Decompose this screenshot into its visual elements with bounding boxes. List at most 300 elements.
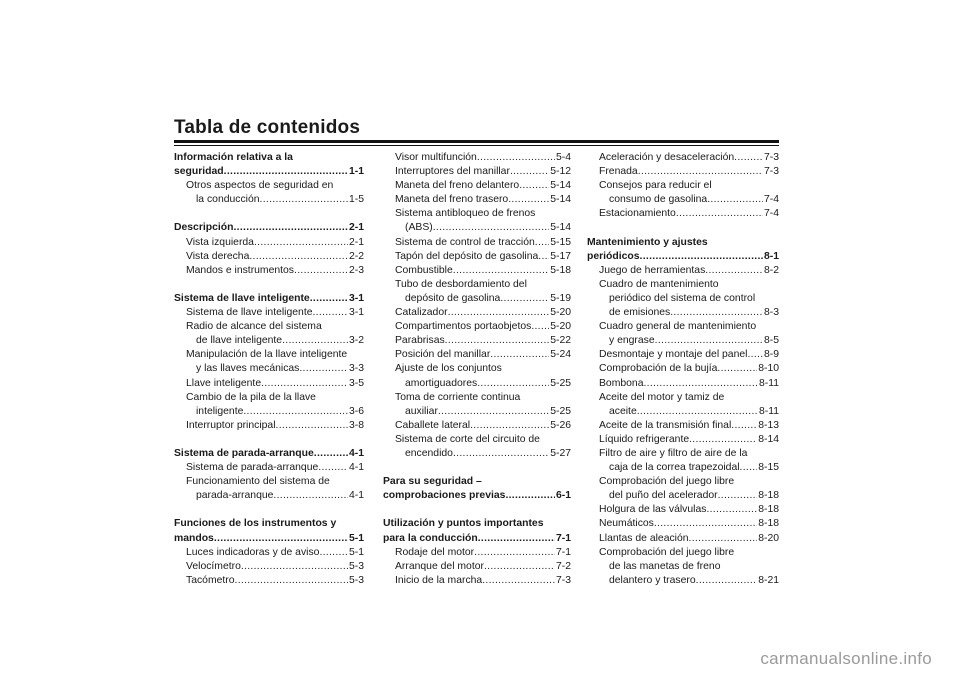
toc-entry-label: Sistema de parada-arranque	[186, 462, 319, 474]
toc-dot-leader	[531, 320, 549, 334]
toc-entry-label: parada-arranque	[196, 490, 274, 502]
toc-entry[interactable]	[587, 489, 779, 503]
toc-page-number: 8-18	[758, 490, 779, 502]
toc-entry-label: Vista derecha	[186, 250, 250, 262]
toc-dot-leader	[689, 433, 757, 447]
toc-entry-label: delantero y trasero	[609, 574, 696, 586]
toc-entry-label: Juego de herramientas	[599, 264, 706, 276]
toc-entry-label: Estacionamiento	[599, 208, 676, 220]
toc-entry[interactable]	[587, 574, 779, 588]
toc-entry[interactable]	[383, 320, 571, 334]
toc-entry	[587, 292, 779, 306]
toc-dot-leader	[310, 292, 348, 306]
toc-entry-label: Comprobación del juego libre	[599, 476, 735, 488]
toc-entry[interactable]	[587, 517, 779, 531]
toc-entry-label: Bombona	[599, 377, 644, 389]
toc-entry[interactable]	[174, 362, 364, 376]
toc-entry[interactable]	[587, 334, 779, 348]
toc-entry	[383, 278, 571, 292]
toc-entry-label: Cuadro de mantenimiento	[599, 278, 719, 290]
toc-entry[interactable]	[587, 264, 779, 278]
toc-entry[interactable]	[383, 405, 571, 419]
toc-entry-label: Toma de corriente continua	[395, 391, 521, 403]
toc-page-number: 4-1	[348, 462, 364, 474]
toc-page-number: 1-1	[348, 166, 364, 178]
toc-entry[interactable]	[383, 546, 571, 560]
toc-entry[interactable]	[383, 377, 571, 391]
toc-entry	[174, 348, 364, 362]
toc-entry-label: comprobaciones previas	[383, 490, 506, 502]
toc-entry-label: Luces indicadoras y de aviso	[186, 546, 320, 558]
toc-entry-label: Sistema de llave inteligente	[174, 292, 310, 304]
toc-entry	[174, 320, 364, 334]
toc-entry[interactable]	[587, 419, 779, 433]
toc-entry[interactable]	[587, 348, 779, 362]
toc-entry[interactable]	[587, 306, 779, 320]
toc-entry[interactable]	[587, 151, 779, 165]
toc-dot-leader	[453, 264, 549, 278]
toc-entry-label: Funcionamiento del sistema de	[186, 476, 330, 488]
toc-page-number: 8-21	[758, 574, 779, 586]
toc-entry-label: Holgura de las válvulas	[599, 504, 707, 516]
toc-entry-label: Frenada	[599, 166, 638, 178]
toc-dot-leader	[655, 334, 763, 348]
toc-dot-leader	[718, 489, 758, 503]
toc-dot-leader	[241, 560, 348, 574]
toc-entry	[587, 560, 779, 574]
toc-dot-leader	[276, 419, 348, 433]
toc-entry-label: y engrase	[609, 335, 655, 347]
toc-entry-label: Ajuste de los conjuntos	[395, 363, 502, 375]
toc-page-number: 5-20	[550, 307, 571, 319]
toc-page-number: 2-3	[348, 264, 364, 276]
toc-page-number: 8-1	[763, 250, 779, 262]
toc-page-number: 6-1	[555, 490, 571, 502]
toc-dot-leader	[734, 151, 763, 165]
toc-page-number: 3-3	[348, 363, 364, 375]
toc-entry[interactable]	[587, 503, 779, 517]
toc-entry	[587, 546, 779, 560]
toc-entry-label: Tapón del depósito de gasolina	[395, 250, 539, 262]
toc-page-number: 8-13	[758, 419, 779, 431]
toc-entry	[174, 475, 364, 489]
toc-entry[interactable]	[174, 377, 364, 391]
toc-entry[interactable]	[383, 292, 571, 306]
toc-dot-leader	[294, 264, 348, 278]
toc-entry-label: Visor multifunción	[395, 152, 477, 163]
toc-entry[interactable]	[174, 334, 364, 348]
toc-entry[interactable]	[587, 165, 779, 179]
toc-entry	[383, 362, 571, 376]
toc-dot-leader	[696, 574, 758, 588]
toc-entry-label: Tacómetro	[186, 574, 235, 586]
toc-entry-label: Parabrisas	[395, 335, 445, 347]
toc-dot-leader	[654, 517, 757, 531]
toc-entry-label: Manipulación de la llave inteligente	[186, 349, 348, 361]
toc-entry[interactable]	[383, 221, 571, 235]
toc-entry-label: depósito de gasolina	[405, 292, 501, 304]
toc-entry-label: Caballete lateral	[395, 419, 471, 431]
toc-entry[interactable]	[383, 419, 571, 433]
toc-entry-label: de las manetas de freno	[609, 560, 721, 572]
toc-dot-leader	[314, 447, 348, 461]
toc-page-number: 4-1	[348, 447, 364, 459]
toc-page-number: 5-4	[555, 152, 571, 163]
toc-page-number: 5-14	[550, 194, 571, 206]
toc-dot-leader	[478, 532, 555, 546]
toc-entry	[383, 391, 571, 405]
toc-page-number: 8-5	[763, 335, 779, 347]
toc-entry[interactable]	[383, 264, 571, 278]
toc-entry-label: Maneta del freno delantero	[395, 180, 520, 192]
toc-entry[interactable]	[174, 419, 364, 433]
toc-entry-label: Radio de alcance del sistema	[186, 321, 322, 333]
toc-entry-label: Compartimentos portaobjetos	[395, 321, 532, 333]
toc-entry[interactable]	[174, 264, 364, 278]
toc-entry-label: Aceite de la transmisión final	[599, 419, 732, 431]
toc-page-number: 7-2	[555, 560, 571, 572]
toc-entry[interactable]	[587, 362, 779, 376]
toc-section-entry[interactable]	[174, 532, 364, 546]
toc-entry	[383, 207, 571, 221]
toc-entry	[383, 433, 571, 447]
toc-entry[interactable]	[174, 574, 364, 588]
toc-entry-label: y las llaves mecánicas	[196, 363, 300, 375]
toc-page-number: 3-6	[348, 405, 364, 417]
toc-entry[interactable]	[383, 306, 571, 320]
toc-page-number: 5-17	[550, 250, 571, 262]
toc-page-number: 2-1	[348, 222, 364, 234]
toc-entry-label: Arranque del motor	[395, 560, 484, 572]
toc-page-number: 5-26	[550, 419, 571, 431]
toc-entry[interactable]	[174, 405, 364, 419]
toc-entry[interactable]	[587, 377, 779, 391]
toc-page-number: 5-12	[550, 166, 571, 178]
toc-entry[interactable]	[587, 207, 779, 221]
toc-page-number: 2-2	[348, 250, 364, 262]
toc-dot-leader	[747, 348, 763, 362]
toc-entry-label: Maneta del freno trasero	[395, 194, 509, 206]
toc-section-entry[interactable]	[383, 532, 571, 546]
toc-dot-leader	[500, 292, 549, 306]
toc-dot-leader	[273, 489, 348, 503]
toc-entry[interactable]	[383, 447, 571, 461]
toc-page-number: 7-4	[763, 208, 779, 220]
toc-entry-label: Aceite del motor y tamiz de	[599, 391, 725, 403]
toc-section-entry[interactable]	[174, 292, 364, 306]
toc-dot-leader	[254, 236, 348, 250]
toc-spacer	[383, 503, 571, 517]
toc-page-number: 3-8	[348, 419, 364, 431]
toc-page-number: 8-11	[758, 377, 779, 389]
toc-dot-leader	[243, 405, 348, 419]
toc-entry-label: del puño del acelerador	[609, 490, 718, 502]
toc-entry-label: Información relativa a la	[174, 152, 293, 163]
toc-dot-leader	[448, 306, 550, 320]
toc-section-entry[interactable]	[587, 250, 779, 264]
toc-dot-leader	[233, 221, 347, 235]
toc-entry	[587, 179, 779, 193]
toc-page-number: 8-18	[758, 504, 779, 516]
toc-entry-label: Mandos e instrumentos	[186, 264, 295, 276]
toc-page-number: 3-5	[348, 377, 364, 389]
toc-page-number: 8-9	[763, 349, 779, 361]
toc-entry	[174, 179, 364, 193]
toc-page-number: 3-1	[348, 292, 364, 304]
toc-dot-leader	[313, 306, 348, 320]
toc-section-entry	[587, 236, 779, 250]
toc-entry[interactable]	[174, 306, 364, 320]
toc-entry-label: Sistema de llave inteligente	[186, 307, 313, 319]
toc-entry-label: Mantenimiento y ajustes	[587, 236, 708, 248]
toc-entry-label: Combustible	[395, 264, 453, 276]
toc-page-number: 5-3	[348, 574, 364, 586]
toc-entry-label: Cambio de la pila de la llave	[186, 391, 316, 403]
toc-page-number: 8-20	[758, 532, 779, 544]
toc-entry	[587, 391, 779, 405]
toc-entry-label: Inicio de la marcha	[395, 574, 483, 586]
toc-page-number: 2-1	[348, 236, 364, 248]
toc-entry[interactable]	[383, 193, 571, 207]
toc-page-number: 5-14	[550, 180, 571, 192]
toc-dot-leader	[477, 377, 549, 391]
toc-dot-leader	[484, 560, 555, 574]
toc-page-number: 3-2	[348, 335, 364, 347]
toc-page-number: 3-1	[348, 307, 364, 319]
toc-entry-label: Catalizador	[395, 307, 448, 319]
toc-dot-leader	[490, 348, 549, 362]
toc-entry[interactable]	[383, 574, 571, 588]
toc-entry-label: para la conducción	[383, 532, 478, 544]
toc-entry-label: Tubo de desbordamiento del	[395, 278, 527, 290]
toc-page-number: 7-3	[555, 574, 571, 586]
toc-entry-label: Sistema de corte del circuito de	[395, 433, 540, 445]
toc-dot-leader	[538, 250, 549, 264]
toc-entry-label: Interruptor principal	[186, 419, 276, 431]
toc-page-number: 8-11	[758, 405, 779, 417]
toc-entry-label: seguridad	[174, 166, 224, 178]
toc-entry-label: Interruptores del manillar	[395, 166, 510, 178]
toc-column-1	[174, 151, 364, 588]
toc-entry-label: mandos	[174, 532, 214, 544]
toc-spacer	[174, 207, 364, 221]
toc-dot-leader	[474, 546, 555, 560]
toc-entry-label: Comprobación de la bujía	[599, 363, 718, 375]
toc-page-number: 5-14	[550, 222, 571, 234]
toc-dot-leader	[643, 377, 757, 391]
toc-entry[interactable]	[383, 151, 571, 165]
toc-entry[interactable]	[174, 236, 364, 250]
toc-entry[interactable]	[587, 461, 779, 475]
toc-entry-label: Sistema de parada-arranque	[174, 447, 314, 459]
toc-entry-label: Utilización y puntos importantes	[383, 518, 544, 530]
toc-page-number: 1-5	[348, 194, 364, 206]
toc-entry[interactable]	[383, 334, 571, 348]
toc-page-number: 8-10	[758, 363, 779, 375]
toc-dot-leader	[482, 574, 555, 588]
toc-entry-label: Consejos para reducir el	[599, 180, 712, 192]
toc-column-3	[587, 151, 779, 588]
toc-entry-label: (ABS)	[405, 222, 433, 234]
toc-entry-label: Comprobación del juego libre	[599, 546, 735, 558]
toc-entry[interactable]	[174, 560, 364, 574]
toc-dot-leader	[433, 221, 549, 235]
toc-dot-leader	[510, 165, 549, 179]
toc-dot-leader	[676, 207, 763, 221]
toc-dot-leader	[261, 377, 348, 391]
toc-entry	[587, 320, 779, 334]
toc-page-number: 8-18	[758, 518, 779, 530]
toc-page-number: 5-18	[550, 264, 571, 276]
toc-dot-leader	[670, 306, 763, 320]
toc-dot-leader	[740, 461, 758, 475]
toc-spacer	[174, 278, 364, 292]
toc-page-number: 7-1	[555, 532, 571, 544]
toc-entry[interactable]	[174, 489, 364, 503]
toc-page-number: 5-15	[550, 236, 571, 248]
toc-page-number: 5-25	[550, 405, 571, 417]
toc-spacer	[587, 221, 779, 235]
toc-entry[interactable]	[587, 433, 779, 447]
toc-entry-label: Sistema de control de tracción	[395, 236, 535, 248]
toc-entry-label: caja de la correa trapezoidal	[609, 462, 740, 474]
toc-entry-label: periódicos	[587, 250, 640, 262]
toc-entry-label: Cuadro general de mantenimiento	[599, 321, 757, 333]
toc-page-number: 8-3	[763, 307, 779, 319]
toc-dot-leader	[535, 236, 549, 250]
toc-entry-label: Llave inteligente	[186, 377, 262, 389]
toc-entry-label: Filtro de aire y filtro de aire de la	[599, 447, 748, 459]
toc-dot-leader	[319, 546, 348, 560]
toc-page-number: 7-4	[763, 194, 779, 206]
toc-dot-leader	[477, 151, 555, 165]
toc-section-entry	[383, 475, 571, 489]
toc-entry-label: Vista izquierda	[186, 236, 254, 248]
title-rule-thin	[174, 145, 779, 146]
toc-section-entry[interactable]	[174, 165, 364, 179]
toc-dot-leader	[689, 532, 758, 546]
toc-dot-leader	[235, 574, 348, 588]
toc-entry	[587, 278, 779, 292]
toc-dot-leader	[707, 193, 763, 207]
toc-dot-leader	[453, 447, 549, 461]
toc-entry	[587, 447, 779, 461]
toc-dot-leader	[249, 250, 348, 264]
watermark: carmanualsonline.info	[760, 649, 932, 668]
toc-dot-leader	[224, 165, 348, 179]
page-title: Tabla de contenidos	[174, 117, 361, 138]
toc-page-number: 8-14	[758, 433, 779, 445]
toc-entry-label: auxiliar	[405, 405, 438, 417]
toc-entry-label: amortiguadores	[405, 377, 478, 389]
toc-entry[interactable]	[587, 532, 779, 546]
toc-dot-leader	[731, 419, 757, 433]
toc-section-entry[interactable]	[174, 221, 364, 235]
toc-dot-leader	[717, 362, 757, 376]
toc-entry-label: aceite	[609, 405, 637, 417]
toc-page-number: 5-19	[550, 292, 571, 304]
toc-entry[interactable]	[383, 165, 571, 179]
toc-section-entry	[383, 517, 571, 531]
toc-dot-leader	[508, 193, 549, 207]
toc-entry[interactable]	[383, 179, 571, 193]
toc-page-number: 7-3	[763, 152, 779, 163]
toc-dot-leader	[260, 193, 348, 207]
toc-entry[interactable]	[587, 193, 779, 207]
toc-entry-label: Líquido refrigerante	[599, 433, 690, 445]
toc-spacer	[174, 433, 364, 447]
toc-entry[interactable]	[174, 250, 364, 264]
toc-entry-label: Llantas de aleación	[599, 532, 689, 544]
toc-entry-label: Otros aspectos de seguridad en	[186, 180, 334, 192]
toc-dot-leader	[637, 405, 758, 419]
toc-column-2	[383, 151, 571, 588]
toc-dot-leader	[705, 264, 763, 278]
toc-dot-leader	[282, 334, 348, 348]
toc-entry-label: Para su seguridad –	[383, 476, 482, 488]
toc-entry-label: encendido	[405, 447, 453, 459]
toc-dot-leader	[470, 419, 549, 433]
toc-page-number: 5-27	[550, 447, 571, 459]
toc-entry-label: inteligente	[196, 405, 244, 417]
toc-dot-leader	[519, 179, 549, 193]
toc-page-number: 5-3	[348, 560, 364, 572]
toc-dot-leader	[638, 165, 763, 179]
toc-entry-label: Descripción	[174, 222, 234, 234]
toc-entry	[587, 475, 779, 489]
toc-entry-label: Desmontaje y montaje del panel	[599, 349, 748, 361]
toc-entry[interactable]	[174, 461, 364, 475]
toc-page-number: 8-15	[758, 462, 779, 474]
title-rule	[174, 140, 779, 143]
toc-dot-leader	[445, 334, 550, 348]
toc-entry[interactable]	[587, 405, 779, 419]
toc-dot-leader	[505, 489, 555, 503]
toc-page-number: 5-22	[550, 335, 571, 347]
toc-page-number: 8-2	[763, 264, 779, 276]
toc-entry[interactable]	[383, 236, 571, 250]
toc-entry-label: Funciones de los instrumentos y	[174, 518, 337, 530]
toc-page-number: 5-20	[550, 321, 571, 333]
toc-entry-label: Velocímetro	[186, 560, 241, 572]
toc-entry[interactable]	[174, 193, 364, 207]
toc-entry[interactable]	[174, 546, 364, 560]
toc-entry-label: periódico del sistema de control	[609, 292, 756, 304]
toc-page-number: 7-1	[555, 546, 571, 558]
toc-entry	[174, 391, 364, 405]
toc-dot-leader	[640, 250, 763, 264]
toc-entry[interactable]	[383, 348, 571, 362]
toc-entry[interactable]	[383, 250, 571, 264]
toc-entry-label: de llave inteligente	[196, 335, 283, 347]
toc-dot-leader	[706, 503, 757, 517]
toc-section-entry[interactable]	[383, 489, 571, 503]
toc-dot-leader	[438, 405, 549, 419]
toc-page-number: 7-3	[763, 166, 779, 178]
toc-page-number: 5-1	[348, 532, 364, 544]
toc-dot-leader	[318, 461, 348, 475]
toc-page-number: 5-25	[550, 377, 571, 389]
toc-entry[interactable]	[383, 560, 571, 574]
toc-dot-leader	[299, 362, 348, 376]
toc-section-entry[interactable]	[174, 447, 364, 461]
toc-entry-label: Sistema antibloqueo de frenos	[395, 208, 536, 220]
toc-section-entry	[174, 517, 364, 531]
toc-entry-label: Aceleración y desaceleración	[599, 152, 735, 163]
toc-spacer	[174, 503, 364, 517]
toc-entry-label: consumo de gasolina	[609, 194, 708, 206]
toc-entry-label: la conducción	[196, 194, 260, 206]
